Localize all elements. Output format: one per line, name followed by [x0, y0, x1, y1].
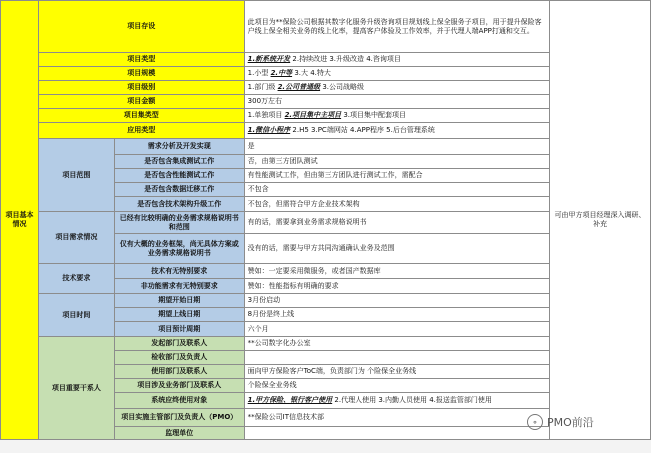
- field-label: 项目预计周期: [114, 322, 244, 337]
- field-value[interactable]: [244, 81, 549, 95]
- selected-option: 1.甲方保险、银行客户使用: [247, 396, 333, 404]
- field-label: 项目存设: [38, 1, 244, 53]
- field-value[interactable]: **公司数字化办公室: [244, 337, 549, 351]
- field-label: 是否包含集成测试工作: [114, 155, 244, 169]
- field-label: 已经有比较明确的业务需求规格说明书和范围: [114, 212, 244, 234]
- option-text: 1.小型: [247, 69, 271, 77]
- field-value[interactable]: [244, 427, 549, 440]
- option-text: 1.单独项目: [247, 111, 285, 119]
- field-label: 发起部门及联系人: [114, 337, 244, 351]
- field-label: 仅有大概的业务框架，尚无具体方案或业务需求规格说明书: [114, 234, 244, 264]
- table-row: [1, 1, 651, 53]
- category-cell: 项目重要干系人: [38, 337, 114, 440]
- field-value[interactable]: 面向甲方保险客户ToC端，负责部门为 个险保全业务线: [244, 365, 549, 379]
- field-value[interactable]: 六个月: [244, 322, 549, 337]
- watermark-text: PMO前沿: [547, 416, 594, 429]
- field-value[interactable]: 有的话，需要拿到业务需求规格说明书: [244, 212, 549, 234]
- field-label: 项目涉及业务部门及联系人: [114, 379, 244, 393]
- option-text: 2.H5 3.PC端网站 4.APP程序 5.后台管理系统: [290, 126, 435, 134]
- field-value[interactable]: 否，由第三方团队测试: [244, 155, 549, 169]
- field-label: 期望上线日期: [114, 308, 244, 322]
- option-text: 1.部门级: [247, 83, 278, 91]
- field-label: 需求分析及开发实现: [114, 139, 244, 155]
- field-label: 期望开始日期: [114, 294, 244, 308]
- field-label: 检收部门及负责人: [114, 351, 244, 365]
- watermark: [527, 414, 594, 430]
- field-label: 项目实施主管部门及负责人（PMO）: [114, 409, 244, 427]
- selected-option: 2.项目集中主项目: [284, 111, 342, 119]
- section-title-cell: 项目基本情况: [1, 1, 39, 440]
- category-cell: 项目时间: [38, 294, 114, 337]
- field-value[interactable]: 赞如：一定要采用微服务，或者国产数据库: [244, 264, 549, 279]
- category-cell: 技术要求: [38, 264, 114, 294]
- option-text: 3.项目集中配套项目: [341, 111, 406, 119]
- field-value[interactable]: 300万左右: [244, 95, 549, 109]
- field-value[interactable]: 3月份启动: [244, 294, 549, 308]
- field-label: 项目级别: [38, 81, 244, 95]
- category-cell: 项目需求情况: [38, 212, 114, 264]
- field-value[interactable]: [244, 109, 549, 123]
- field-value[interactable]: 此项目为**保险公司根据其数字化服务升级咨询项目规划线上保全服务子项目，用于提升保险客户线上保全相关业务的线上化率，提高客户体验及工作效率，并于代理人端APP打通和交互。: [244, 1, 549, 53]
- field-label: 是否包含性能测试工作: [114, 169, 244, 183]
- selected-option: 1.微信小程序: [247, 126, 291, 134]
- field-value[interactable]: [244, 67, 549, 81]
- field-value[interactable]: 不包含: [244, 183, 549, 197]
- field-label: 项目金额: [38, 95, 244, 109]
- field-value[interactable]: 8月份是终上线: [244, 308, 549, 322]
- field-label: 系统应终使用对象: [114, 393, 244, 409]
- option-text: 3.大 4.特大: [292, 69, 331, 77]
- field-value[interactable]: 是: [244, 139, 549, 155]
- field-label: 是否包含数据迁移工作: [114, 183, 244, 197]
- field-label: 应用类型: [38, 123, 244, 139]
- field-value[interactable]: 有性能测试工作，但由第三方团队进行测试工作，需配合: [244, 169, 549, 183]
- field-label: 项目规模: [38, 67, 244, 81]
- field-value[interactable]: [244, 351, 549, 365]
- field-value[interactable]: 没有的话，需要与甲方共同沟通确认业务及范围: [244, 234, 549, 264]
- field-value[interactable]: 赞如：性能指标有明确的要求: [244, 279, 549, 294]
- field-label: 项目集类型: [38, 109, 244, 123]
- field-label: 监理单位: [114, 427, 244, 440]
- field-value[interactable]: **保险公司IT信息技术部: [244, 409, 549, 427]
- note-cell: 可由甲方项目经理深入调研、补充: [550, 1, 651, 440]
- option-text: 2.代理人使用 3.内勤人员使用 4.报送监管部门使用: [332, 396, 492, 404]
- field-label: 项目类型: [38, 53, 244, 67]
- field-label: 非功能需求有无特别要求: [114, 279, 244, 294]
- field-label: 技术有无特别要求: [114, 264, 244, 279]
- field-value[interactable]: 不包含，但需符合甲方企业技术架构: [244, 197, 549, 212]
- option-text: 2.持续改进 3.升级改造 4.咨询项目: [290, 55, 401, 63]
- field-label: 使用部门及联系人: [114, 365, 244, 379]
- selected-option: 1.新系统开发: [247, 55, 291, 63]
- option-text: 3.公司战略级: [320, 83, 364, 91]
- field-value[interactable]: [244, 393, 549, 409]
- field-value[interactable]: [244, 123, 549, 139]
- category-cell: 项目范围: [38, 139, 114, 212]
- field-value[interactable]: 个险保全业务线: [244, 379, 549, 393]
- field-value[interactable]: [244, 53, 549, 67]
- field-label: 是否包含技术架构升级工作: [114, 197, 244, 212]
- wechat-icon: ⚬: [527, 414, 543, 430]
- selected-option: 2.公司普通级: [277, 83, 321, 91]
- selected-option: 2.中等: [270, 69, 293, 77]
